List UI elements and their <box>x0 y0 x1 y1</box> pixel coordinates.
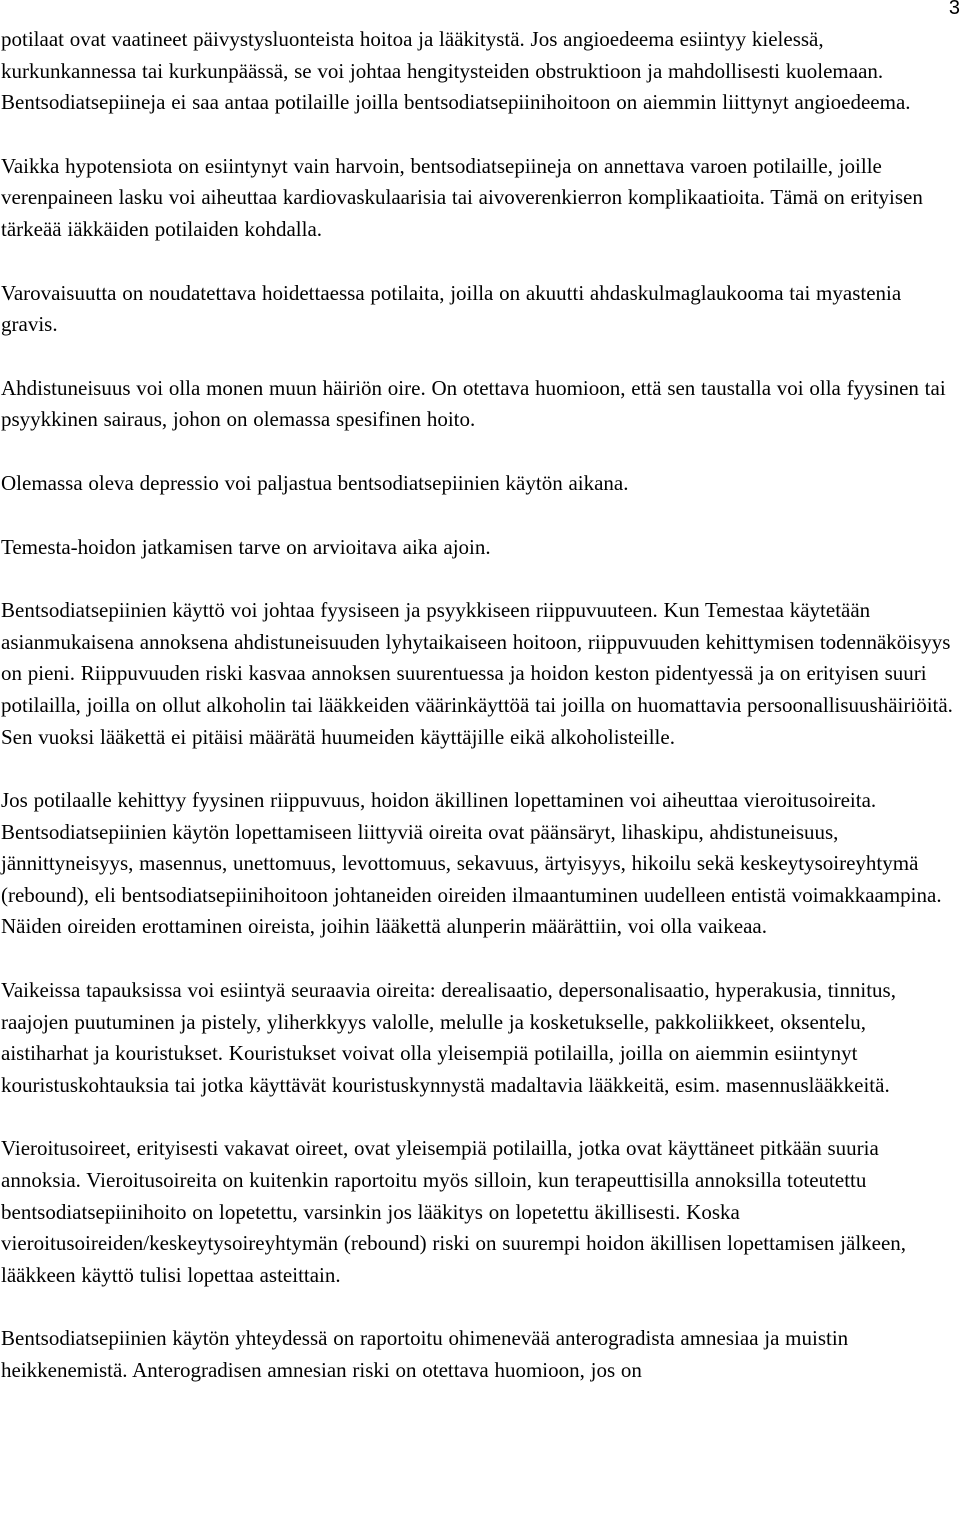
page-number: 3 <box>948 0 960 19</box>
paragraph-depression: Olemassa oleva depressio voi paljastua bentsodiatsepiinien käytön aikana. <box>1 470 629 495</box>
paragraph-hypotension: Vaikka hypotensiota on esiintynyt vain harvoin, bentsodiatsepiineja on annettava varoen potilaille, joille verenpaineen lasku voi aiheuttaa kardiovaskulaarisia tai aivoverenkierron komplikaatioita. Tämä on erityisen tärkeää iäkkäiden potilaiden kohdalla. <box>1 153 923 241</box>
paragraph-anxiety-symptom: Ahdistuneisuus voi olla monen muun häiriön oire. On otettava huomioon, että sen taustalla voi olla fyysinen tai psyykkinen sairaus, johon on olemassa spesifinen hoito. <box>1 375 946 432</box>
paragraph-glaucoma-myasthenia: Varovaisuutta on noudatettava hoidettaessa potilaita, joilla on akuutti ahdaskulmaglaukooma tai myastenia gravis. <box>1 280 902 337</box>
paragraph-dependence: Bentsodiatsepiinien käyttö voi johtaa fyysiseen ja psyykkiseen riippuvuuteen. Kun Temestaa käytetään asianmukaisena annoksena ahdistuneisuuden lyhytaikaiseen hoitoon, riippuvuuden kehittymisen todennäköisyys on pieni. Riippuvuuden riski kasvaa annoksen suurentuessa ja hoidon keston pidentyessä ja on erityisen suuri potilailla, joilla on ollut alkoholin tai lääkkeiden väärinkäyttöä tai joilla on huomattavia persoonallisuushäiriöitä. Sen vuoksi lääkettä ei pitäisi määrätä huumeiden käyttäjille eikä alkoholisteille. <box>1 598 953 749</box>
paragraph-angioedema: potilaat ovat vaatineet päivystysluonteista hoitoa ja lääkitystä. Jos angioedeema esiintyy kielessä, kurkunkannessa tai kurkunpäässä, se voi johtaa hengitysteiden obstruktioon ja mahdollisesti kuolemaan. Bentsodiatsepiineja ei saa antaa potilaille joilla bentsodiatsepiinihoitoon on aiemmin liittynyt angioedeema. <box>1 27 911 115</box>
body-text <box>1 24 953 1387</box>
paragraph-amnesia: Bentsodiatsepiinien käytön yhteydessä on raportoitu ohimenevää anterogradista amnesiaa ja muistin heikkenemistä. Anterogradisen amnesian riski on otettava huomioon, jos on <box>1 1326 849 1382</box>
paragraph-treatment-review: Temesta-hoidon jatkamisen tarve on arvioitava aika ajoin. <box>1 534 491 559</box>
paragraph-withdrawal: Jos potilaalle kehittyy fyysinen riippuvuus, hoidon äkillinen lopettaminen voi aiheuttaa vieroitusoireita. Bentsodiatsepiinien käytön lopettamiseen liittyviä oireita ovat päänsäryt, lihaskipu, ahdistuneisuus, jännittyneisyys, masennus, unettomuus, levottomuus, sekavuus, ärtyisyys, hikoilu sekä keskeytysoireyhtymä (rebound), eli bentsodiatsepiinihoitoon johtaneiden oireiden ilmaantuminen uudelleen entistä voimakkaampina. Näiden oireiden erottaminen oireista, joihin lääkettä alunperin määrättiin, voi olla vaikeaa. <box>1 788 942 939</box>
paragraph-withdrawal-risk: Vieroitusoireet, erityisesti vakavat oireet, ovat yleisempiä potilailla, jotka ovat käyttäneet pitkään suuria annoksia. Vieroitusoireita on kuitenkin raportoitu myös silloin, kun terapeuttisilla annoksilla toteutettu bentsodiatsepiinihoito on lopetettu, varsinkin jos lääkitys on lopetettu äkillisesti. Koska vieroitusoireiden/keskeytysoireyhtymän (rebound) riski on suurempi hoidon äkillisen lopettamisen jälkeen, lääkkeen käyttö tulisi lopettaa asteittain. <box>1 1136 907 1287</box>
paragraph-severe-symptoms: Vaikeissa tapauksissa voi esiintyä seuraavia oireita: derealisaatio, depersonalisaatio, hyperakusia, tinnitus, raajojen puutuminen ja pistely, yliherkkyys valolle, melulle ja kosketukselle, pakkoliikkeet, oksentelu, aistiharhat ja kouristukset. Kouristukset voivat olla yleisempiä potilailla, joilla on aiemmin esiintynyt kouristuskohtauksia tai jotka käyttävät kouristuskynnystä madaltavia lääkkeitä, esim. masennuslääkkeitä. <box>1 978 896 1097</box>
